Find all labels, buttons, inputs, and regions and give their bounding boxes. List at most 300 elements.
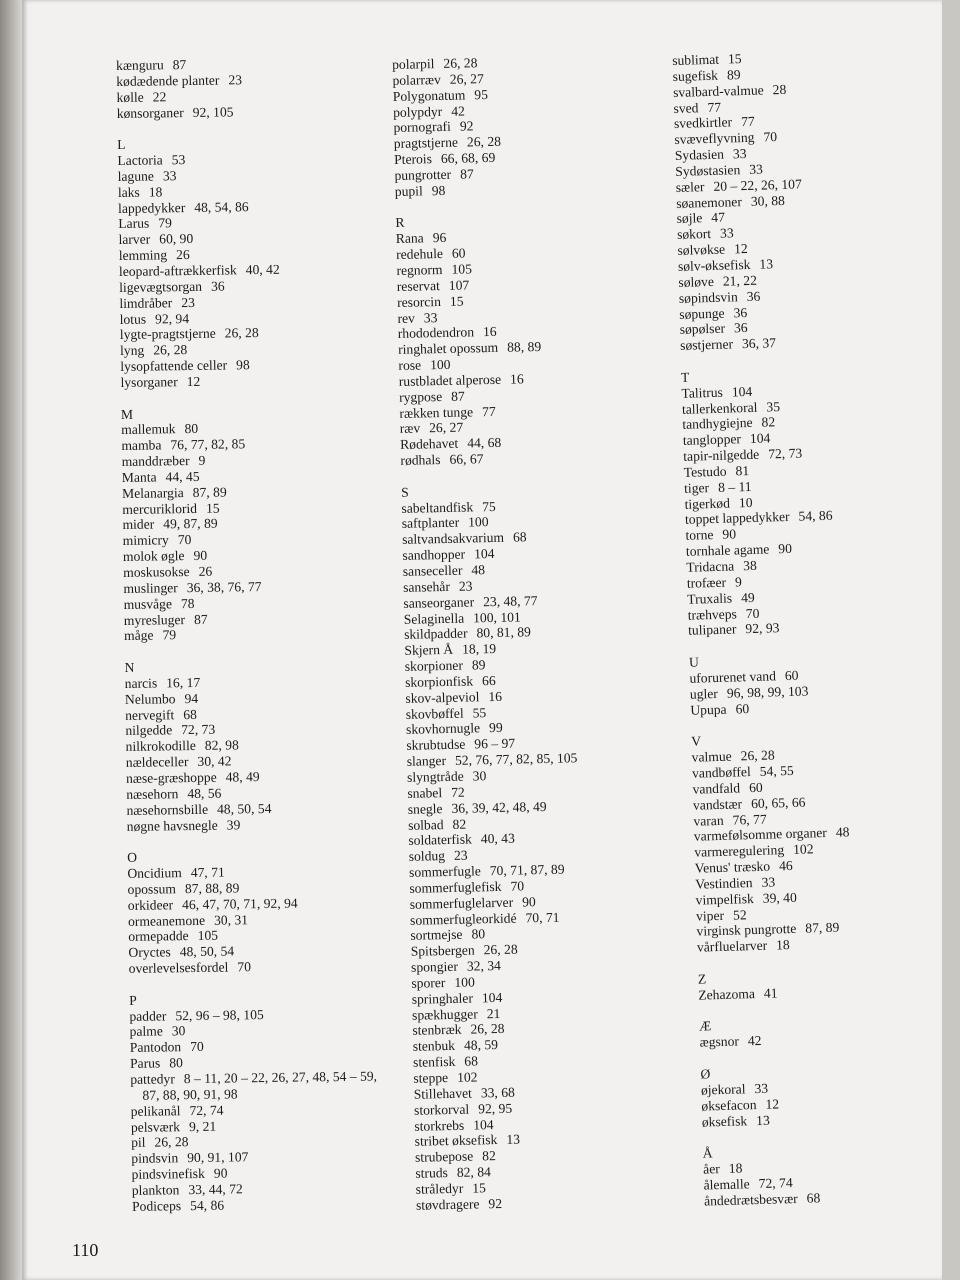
index-page-refs: 42: [747, 1033, 762, 1049]
index-page-refs: 76, 77, 82, 85: [170, 436, 246, 453]
index-term: næsehorn: [126, 786, 179, 802]
index-term: tigerkød: [684, 495, 731, 512]
index-page-refs: 48, 56: [187, 785, 222, 801]
index-term: orkideer: [127, 897, 174, 913]
index-page-refs: 105: [197, 928, 219, 944]
index-term: larver: [118, 231, 151, 248]
index-page-refs: 33: [423, 309, 438, 325]
index-page-refs: 79: [162, 627, 177, 643]
index-term: skildpadder: [403, 625, 468, 643]
index-entry: [117, 102, 364, 121]
index-term: plankton: [131, 1182, 180, 1198]
index-term: tallerkenkoral: [681, 399, 758, 417]
index-term: nilgedde: [125, 722, 173, 739]
index-entry: [699, 1031, 855, 1051]
index-term: strubepose: [414, 1148, 474, 1165]
index-page-refs: 90: [521, 893, 536, 910]
index-page-refs: 48, 49: [225, 769, 260, 785]
index-page-refs: 76, 77: [732, 811, 767, 828]
index-page-refs: 12: [733, 241, 748, 257]
index-term: skovhornugle: [405, 720, 481, 738]
index-term: søjle: [676, 210, 703, 227]
index-term: mamba: [121, 437, 162, 454]
index-page-refs: 30: [472, 768, 487, 784]
index-term: svæveflyvning: [674, 129, 755, 148]
index-page-refs: 30, 31: [213, 911, 249, 928]
index-page-refs: 33: [719, 225, 734, 242]
index-page-refs: 48, 59: [463, 1037, 499, 1054]
index-page-refs: 30: [171, 1023, 186, 1039]
index-page-refs: 33, 68: [480, 1084, 515, 1101]
index-page-refs: 80: [471, 926, 486, 942]
index-page-refs: 100: [429, 356, 451, 373]
index-term: slyngtråde: [406, 768, 464, 785]
index-page-refs: 42: [451, 103, 465, 119]
index-term: sanseceller: [402, 562, 463, 579]
index-page-refs: 36: [733, 320, 748, 336]
index-term: øksefacon: [701, 1096, 757, 1114]
index-page-refs: 26: [198, 563, 213, 579]
index-term: lysorganer: [120, 374, 178, 390]
index-term: Sydasien: [674, 146, 725, 164]
index-page-refs: 72, 73: [181, 722, 216, 738]
index-page-refs: 60: [735, 700, 750, 717]
index-entry: [120, 371, 367, 390]
index-page-refs: 70: [177, 532, 192, 548]
index-term: nøgne havsnegle: [126, 817, 218, 834]
index-entry: [129, 958, 376, 977]
index-page-refs: 20 – 22, 26, 107: [713, 176, 802, 194]
index-page-refs: 47, 71: [190, 864, 225, 881]
index-term: Lactoria: [117, 152, 163, 169]
index-page-refs: 78: [180, 595, 195, 611]
page-number: 110: [72, 1240, 99, 1260]
index-page-refs: 70: [237, 959, 252, 975]
index-page-refs: 48, 50, 54: [216, 800, 272, 817]
index-term: soldaterfisk: [408, 831, 472, 849]
index-term: sommerfugleorkidé: [409, 910, 517, 928]
index-page-refs: 96, 98, 99, 103: [726, 683, 809, 701]
index-page-refs: 13: [506, 1131, 521, 1148]
index-entry: [702, 1110, 858, 1130]
index-page-refs: 15: [472, 1180, 487, 1196]
index-page-refs: 35: [766, 398, 781, 415]
index-page-refs: 18: [148, 184, 163, 200]
index-page-refs: 96: [432, 230, 447, 246]
index-page-refs: 23, 48, 77: [482, 592, 538, 609]
index-term: mimicry: [122, 532, 169, 549]
index-entry: [395, 180, 566, 199]
index-page-refs: 95: [474, 86, 489, 102]
index-term: ægsnor: [699, 1033, 740, 1050]
index-page-refs: 33: [754, 1080, 769, 1096]
index-entry: [132, 1195, 379, 1214]
index-term: rose: [398, 357, 422, 373]
index-term: svedkirtler: [673, 114, 733, 132]
index-term: Pantodon: [129, 1039, 182, 1056]
index-page-refs: 28: [772, 81, 787, 97]
index-term: sæler: [675, 178, 705, 195]
index-page-refs: 36, 39, 42, 48, 49: [451, 798, 547, 816]
index-term: stenbuk: [412, 1038, 456, 1055]
index-page-refs: 54, 86: [190, 1197, 225, 1213]
index-term: storkrebs: [414, 1117, 465, 1134]
index-page-refs: 52, 96 – 98, 105: [175, 1006, 264, 1023]
index-page-refs: 12: [186, 373, 201, 389]
index-letter-heading: O: [127, 849, 138, 866]
book-spine-edge: [0, 0, 22, 1280]
index-page-refs: 75: [482, 498, 496, 514]
index-page-refs: 99: [488, 720, 503, 736]
index-page-refs: 26, 28: [470, 1021, 505, 1038]
index-page-refs: 48: [471, 562, 486, 578]
index-page-refs: 26, 28: [224, 325, 259, 341]
index-page-refs: 92: [488, 1195, 503, 1211]
index-term: sandhopper: [402, 546, 466, 564]
index-term: storkorval: [413, 1101, 470, 1118]
index-term: moskusokse: [123, 564, 190, 580]
index-entry: [688, 619, 844, 639]
index-page-refs: 87, 89: [192, 484, 227, 500]
index-term: søpindsvin: [678, 288, 738, 306]
index-term: stenfisk: [412, 1054, 456, 1070]
index-term: pattedyr: [130, 1071, 175, 1087]
index-page-refs: 16: [482, 324, 497, 340]
index-term: Melanargia: [121, 484, 184, 501]
index-term: søløve: [678, 273, 715, 290]
index-term: saltvandsakvarium: [401, 530, 505, 548]
index-term: overlevelsesfordel: [128, 959, 229, 977]
index-term: skov-alpeviol: [405, 689, 480, 706]
index-term: sublimat: [672, 51, 720, 68]
index-page-refs: 23: [228, 72, 243, 88]
index-term: lagune: [117, 168, 155, 184]
index-page-refs: 16: [488, 688, 503, 704]
index-term: Tridacna: [686, 558, 735, 575]
index-term: nilkrokodille: [125, 738, 196, 755]
index-page-refs: 33: [732, 146, 747, 162]
index-term: kønsorganer: [116, 104, 184, 121]
index-page-refs: 104: [473, 546, 495, 562]
index-letter-heading: U: [688, 654, 700, 670]
index-page-refs: 87: [193, 611, 208, 627]
index-page-refs: 68: [806, 1190, 821, 1206]
index-page-refs: 48, 54, 86: [194, 198, 249, 215]
index-entry: [416, 1194, 587, 1213]
index-page-refs: 77: [481, 403, 496, 419]
index-term: søanemoner: [675, 193, 743, 211]
index-term: pelsværk: [130, 1118, 181, 1135]
index-page-refs: 18, 19: [461, 641, 497, 657]
index-page-refs: 60: [451, 245, 466, 261]
index-term: sansehår: [402, 578, 451, 595]
index-term: Nelumbo: [124, 690, 176, 707]
index-term: Pterois: [393, 151, 433, 168]
index-term: manddræber: [121, 453, 190, 470]
index-term: slanger: [406, 753, 447, 769]
index-page-refs: 90: [722, 526, 737, 543]
index-term: sporer: [411, 975, 446, 991]
index-page-refs: 26, 28: [483, 941, 518, 958]
index-page-refs: 68: [512, 529, 527, 545]
index-page-refs: 66, 68, 69: [440, 149, 496, 167]
index-page-refs: 104: [749, 430, 771, 447]
index-page-refs: 16, 17: [166, 674, 201, 691]
index-page-refs: 80: [169, 1055, 183, 1071]
index-page-refs: 80, 81, 89: [476, 624, 532, 641]
index-term: nældeceller: [125, 754, 189, 771]
index-page-refs: 22: [152, 88, 167, 105]
index-page-refs: 33: [162, 168, 177, 184]
index-term: narcis: [124, 675, 158, 691]
index-page-refs: 89: [726, 66, 741, 83]
index-page-refs: 82: [482, 1148, 496, 1164]
index-page-refs: 33: [761, 874, 776, 890]
index-term: Oncidium: [127, 865, 182, 881]
index-term: rækken tunge: [399, 403, 474, 421]
index-term: polypdyr: [392, 103, 443, 120]
index-page-refs: 68: [183, 706, 197, 722]
index-term: stribet øksefisk: [414, 1132, 498, 1150]
index-page-refs: 26, 28: [443, 55, 478, 71]
index-term: sved: [673, 99, 699, 116]
index-term: Stillehavet: [413, 1085, 473, 1102]
index-term: vårfluelarver: [696, 937, 768, 955]
index-entry: [124, 625, 371, 644]
index-term: svalbard-valmue: [672, 82, 764, 100]
index-page-refs: 26, 28: [466, 133, 502, 150]
index-page-refs: 16: [509, 371, 524, 387]
index-page-refs: 87, 89: [805, 920, 840, 937]
index-page-refs: 88, 89: [507, 339, 542, 355]
index-page-refs: 60: [784, 667, 799, 683]
index-term: lappedykker: [117, 199, 186, 216]
index-term: pornografi: [393, 119, 452, 136]
index-term: reservat: [396, 277, 440, 294]
index-term: muslinger: [123, 580, 178, 596]
index-letter-heading: P: [129, 992, 137, 1008]
index-term: tiger: [683, 479, 710, 496]
index-page-refs: 104: [481, 989, 503, 1006]
index-page-refs: 49: [740, 589, 755, 605]
index-page-refs: 23: [453, 847, 468, 864]
index-term: sabeltandfisk: [401, 499, 474, 516]
index-term: Zehazoma: [698, 985, 756, 1003]
index-term: uforurenet vand: [689, 668, 777, 686]
index-page-refs: 70: [190, 1039, 204, 1055]
index-page-refs: 36: [733, 304, 748, 320]
index-term: lysopfattende celler: [120, 357, 228, 375]
index-term: mallemuk: [121, 421, 176, 438]
index-page-refs: 87: [172, 57, 187, 73]
index-term: Truxalis: [687, 590, 733, 607]
index-term: redehule: [395, 246, 444, 263]
index-term: Sydøstasien: [675, 162, 741, 179]
index-page-refs: 70: [510, 878, 525, 894]
index-term: varmeregulering: [694, 842, 785, 860]
index-term: saftplanter: [401, 515, 460, 532]
index-term: rygpose: [398, 388, 443, 405]
index-page-refs: 77: [707, 99, 722, 115]
index-page-refs: 39: [226, 816, 241, 833]
index-entry: [690, 698, 846, 718]
index-page-refs: 72, 73: [768, 445, 803, 462]
index-page-refs: 26, 27: [429, 419, 464, 436]
index-page-refs: 36, 38, 76, 77: [186, 578, 262, 595]
index-term: vimpelfisk: [695, 890, 754, 908]
index-term: snegle: [407, 800, 443, 817]
index-page-refs: 13: [759, 256, 774, 272]
index-page-refs: 90: [778, 541, 793, 557]
index-entry: [697, 936, 853, 956]
index-page-refs: 90, 91, 107: [187, 1149, 249, 1166]
index-letter-heading: T: [680, 369, 690, 385]
index-page-refs: 48: [835, 824, 850, 841]
index-page-refs: 26, 28: [153, 342, 188, 358]
index-page-refs: 52, 76, 77, 82, 85, 105: [454, 750, 578, 768]
index-page-refs: 60: [748, 779, 763, 795]
index-entry: [680, 334, 836, 354]
index-page-refs: 44, 45: [165, 468, 200, 485]
index-term: polarpil: [392, 56, 435, 72]
index-entry: [698, 983, 854, 1003]
index-page-refs: 90: [193, 547, 208, 564]
index-page-refs: 41: [763, 985, 778, 1001]
index-term: tandhygiejne: [682, 415, 753, 433]
index-page-refs: 66: [481, 672, 496, 689]
index-term: Polygonatum: [392, 87, 466, 104]
index-term: rødhals: [400, 452, 441, 469]
index-page-refs: 81: [735, 462, 750, 479]
index-page-refs: 46, 47, 70, 71, 92, 94: [182, 895, 298, 912]
index-page-refs: 102: [456, 1069, 478, 1085]
index-term: valmue: [691, 748, 732, 765]
index-page-refs: 54, 55: [759, 762, 794, 779]
index-letter-heading: N: [124, 659, 135, 676]
index-term: åndedrætsbesvær: [703, 1190, 798, 1209]
index-term: Venus' træsko: [694, 858, 771, 876]
index-term: leopard-aftrækkerfisk: [118, 262, 237, 279]
index-term: stråledyr: [415, 1180, 464, 1197]
index-page-refs: 82: [761, 414, 776, 431]
index-page-refs: 87: [459, 166, 474, 182]
index-term: Parus: [129, 1055, 161, 1072]
index-page-refs: 15: [727, 51, 742, 67]
index-page-refs: 70, 71, 87, 89: [489, 861, 565, 879]
index-page-refs: 82, 84: [456, 1164, 491, 1180]
index-page-refs: 15: [449, 293, 464, 309]
index-page-refs: 79: [158, 215, 172, 231]
index-page-refs: 100: [467, 514, 489, 530]
index-term: pragtstjerne: [393, 134, 459, 152]
index-page-refs: 33: [749, 161, 764, 177]
index-term: Testudo: [683, 463, 727, 480]
index-term: sommerfugle: [408, 863, 481, 880]
index-term: sommerfuglelarver: [409, 894, 514, 912]
index-page-refs: 26: [175, 247, 190, 263]
index-term: pungrotter: [394, 166, 452, 183]
index-letter-heading: Æ: [698, 1018, 712, 1035]
index-term: myresluger: [123, 611, 186, 628]
index-page-refs: 23: [458, 578, 473, 594]
index-term: Talitrus: [681, 384, 724, 401]
index-term: viper: [695, 907, 725, 924]
index-term: Vestindien: [695, 874, 753, 892]
index-term: støvdragere: [415, 1196, 480, 1213]
index-term: kølle: [116, 89, 144, 105]
index-letter-heading: M: [120, 406, 134, 422]
index-entry: [400, 449, 571, 468]
index-term: tulipaner: [687, 621, 737, 639]
index-term: spækhugger: [411, 1006, 478, 1023]
index-term: padder: [129, 1008, 167, 1024]
index-page-refs: 40, 43: [480, 830, 515, 847]
index-column-3: [672, 49, 860, 1209]
index-term: sølvøkse: [677, 241, 726, 259]
index-page-refs: 100: [454, 974, 475, 990]
index-term: Spitsbergen: [410, 942, 475, 960]
index-page-refs: 80: [184, 421, 199, 437]
index-term: søkort: [676, 226, 712, 243]
index-term: pindsvinefisk: [131, 1165, 205, 1182]
index-term: vandbøffel: [691, 764, 751, 781]
index-page-refs: 18: [728, 1160, 743, 1176]
index-term: Skjern Å: [404, 642, 454, 659]
index-page-refs: 87, 88, 89: [184, 880, 240, 896]
index-term: resorcin: [396, 293, 442, 310]
index-term: pelikanål: [130, 1102, 181, 1119]
index-term: snabel: [407, 784, 443, 801]
index-page-refs: 52: [732, 906, 747, 923]
index-page-refs: 9: [198, 452, 206, 468]
index-term: vandstær: [692, 795, 743, 813]
index-term: pupil: [394, 183, 423, 199]
index-page-refs: 9, 21: [188, 1118, 217, 1134]
index-term: skrubtudse: [406, 736, 466, 754]
index-page-refs: 21, 22: [722, 272, 758, 289]
index-page-refs: 21: [486, 1005, 501, 1021]
index-term: tanglopper: [682, 431, 742, 449]
index-term: sortmejse: [410, 927, 463, 944]
index-page-refs: 92, 105: [192, 103, 234, 120]
index-letter-heading: Z: [697, 971, 707, 987]
index-term: polarræv: [392, 71, 441, 88]
index-term: træhveps: [687, 605, 737, 623]
index-page-refs: 94: [184, 690, 199, 706]
index-term: musvåge: [123, 595, 173, 612]
index-page-refs: 98: [431, 182, 446, 198]
index-page-refs: 90: [213, 1165, 228, 1181]
index-page-refs: 36: [746, 288, 761, 304]
index-page-refs: 60, 90: [159, 231, 194, 247]
index-page-refs: 36: [210, 278, 225, 294]
index-letter-heading: S: [400, 484, 409, 500]
index-page-refs: 98: [236, 357, 250, 373]
index-page-refs: 72: [450, 784, 465, 800]
index-page-refs: 89: [471, 657, 486, 673]
index-page-refs: 70: [763, 129, 778, 145]
index-page-refs: 54, 86: [798, 508, 833, 525]
index-term: mider: [122, 516, 155, 533]
index-page-refs: 92, 95: [478, 1100, 513, 1117]
index-column-1: [116, 55, 379, 1215]
index-page-refs: 68: [464, 1053, 479, 1069]
index-page-refs: 96 – 97: [474, 735, 516, 752]
index-page-refs: 26, 27: [449, 70, 484, 87]
index-term: sølv-øksefisk: [677, 256, 751, 274]
index-page-refs: 40, 42: [245, 261, 280, 278]
index-term: pindsvin: [131, 1150, 179, 1167]
